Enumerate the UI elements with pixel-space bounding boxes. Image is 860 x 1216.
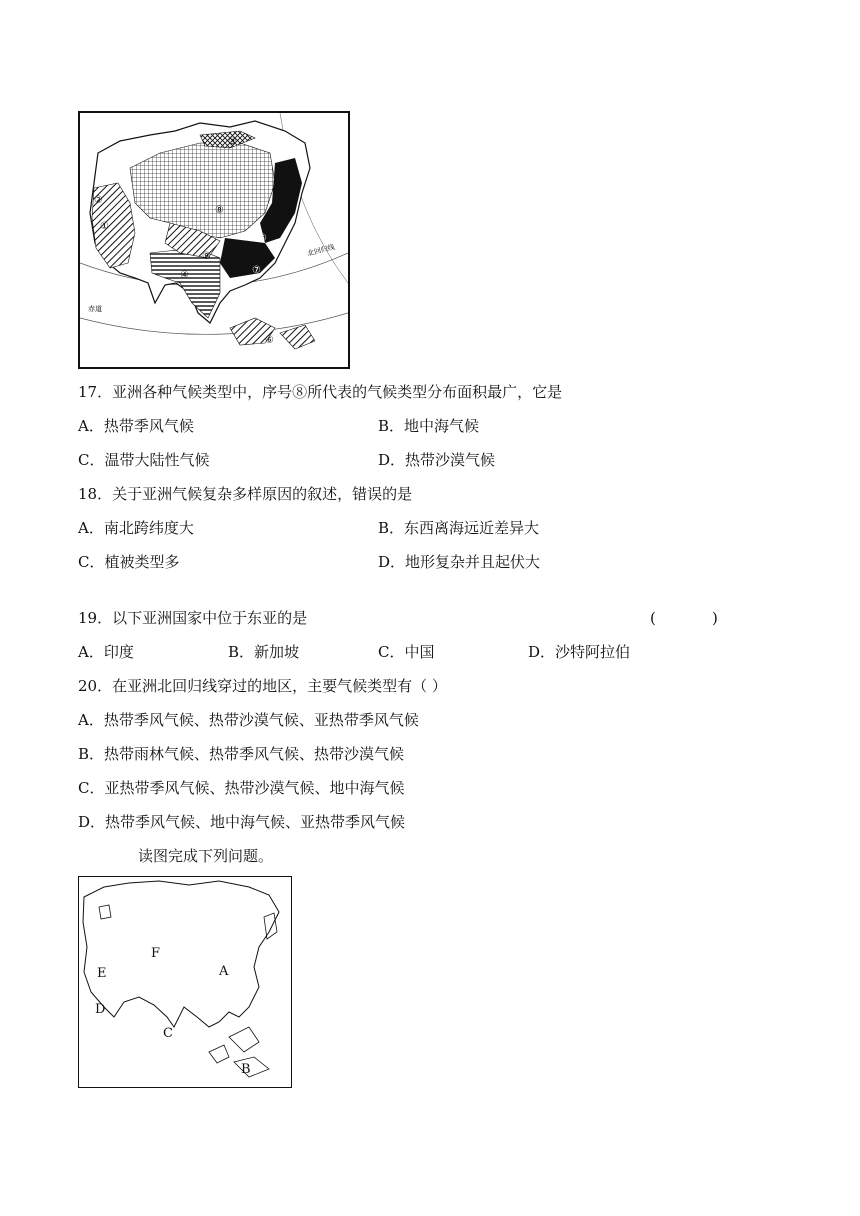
q17-option-b[interactable]: B．地中海气候 — [378, 417, 480, 435]
map2-label-e: E — [97, 966, 107, 981]
tropic-of-cancer-label: 北回归线 — [306, 242, 336, 258]
q17-stem: 17．亚洲各种气候类型中，序号⑧所代表的气候类型分布面积最广，它是 — [78, 383, 563, 401]
asia-climate-map-svg — [80, 113, 348, 367]
equator-label: 赤道 — [88, 305, 102, 313]
q20-option-d[interactable]: D．热带季风气候、地中海气候、亚热带季风气候 — [78, 813, 406, 831]
marker-1: ① — [100, 221, 109, 232]
q19-option-a[interactable]: A．印度 — [78, 643, 134, 661]
q18-option-b[interactable]: B．东西离海远近差异大 — [378, 519, 540, 537]
marker-9: ⑨ — [202, 251, 211, 262]
q20-option-c[interactable]: C．亚热带季风气候、热带沙漠气候、地中海气候 — [78, 779, 405, 797]
asia-outline — [83, 881, 279, 1027]
marker-7: ⑦ — [252, 265, 261, 276]
q18-stem: 18．关于亚洲气候复杂多样原因的叙述，错误的是 — [78, 485, 413, 503]
marker-6: ⑥ — [265, 335, 274, 346]
asia-outline-map-svg — [79, 877, 290, 1086]
q19-option-c[interactable]: C．中国 — [378, 643, 435, 661]
marker-3: ③ — [228, 137, 237, 148]
marker-2: ② — [94, 195, 103, 206]
q19-answer-paren-close: ) — [712, 609, 718, 627]
q17-option-a[interactable]: A．热带季风气候 — [78, 417, 194, 435]
marker-4: ④ — [180, 270, 189, 281]
map2-label-a: A — [219, 964, 229, 979]
q17-option-c[interactable]: C．温带大陆性气候 — [78, 451, 210, 469]
q20-stem: 20．在亚洲北回归线穿过的地区，主要气候类型有（ ） — [78, 677, 447, 695]
q18-option-c[interactable]: C．植被类型多 — [78, 553, 180, 571]
map2-label-c: C — [163, 1026, 173, 1041]
marker-8: ⑧ — [215, 205, 224, 216]
q20-option-a[interactable]: A．热带季风气候、热带沙漠气候、亚热带季风气候 — [78, 711, 419, 729]
q19-stem: 19．以下亚洲国家中位于东亚的是 — [78, 609, 308, 627]
q19-option-b[interactable]: B．新加坡 — [228, 643, 300, 661]
marker-5: ⑤ — [258, 233, 267, 244]
asia-climate-map — [78, 111, 350, 369]
read-map-prompt: 读图完成下列问题。 — [138, 847, 274, 865]
q19-option-d[interactable]: D．沙特阿拉伯 — [528, 643, 631, 661]
q18-option-d[interactable]: D．地形复杂并且起伏大 — [378, 553, 541, 571]
asia-outline-map — [78, 876, 292, 1088]
map2-label-d: D — [95, 1002, 106, 1017]
q17-option-d[interactable]: D．热带沙漠气候 — [378, 451, 496, 469]
q20-option-b[interactable]: B．热带雨林气候、热带季风气候、热带沙漠气候 — [78, 745, 405, 763]
map2-label-b: B — [241, 1062, 251, 1077]
q18-option-a[interactable]: A．南北跨纬度大 — [78, 519, 194, 537]
q19-answer-paren-open: ( — [650, 609, 656, 627]
map2-label-f: F — [151, 946, 161, 961]
